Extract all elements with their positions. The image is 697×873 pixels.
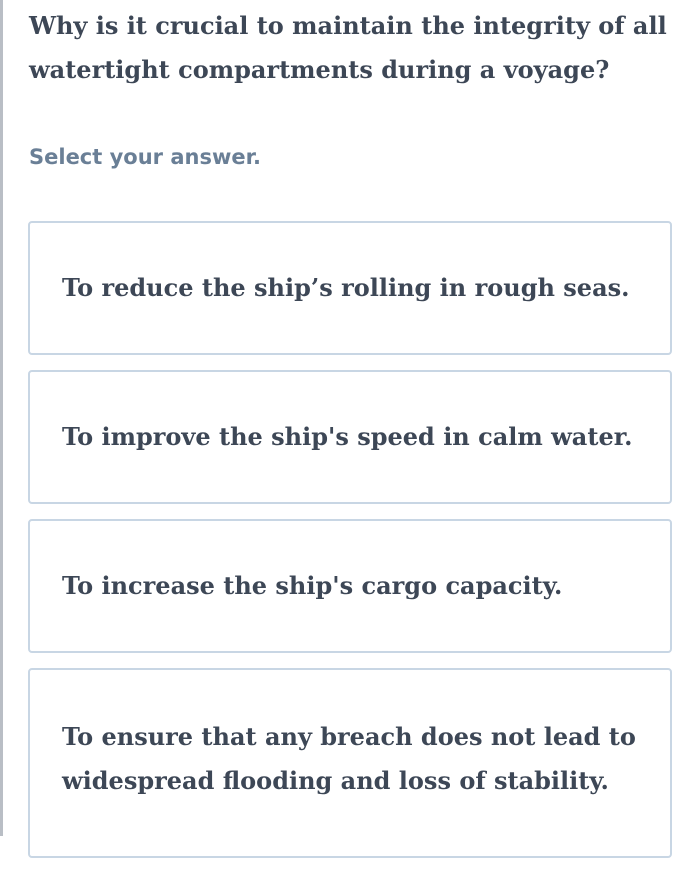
answer-option-4[interactable]: [28, 668, 672, 858]
answer-options: [28, 221, 672, 873]
answer-option-3[interactable]: [28, 519, 672, 653]
question-text: Why is it crucial to maintain the integrity of all watertight compartments during a voyage?: [29, 11, 667, 84]
answer-option-label: To reduce the ship’s rolling in rough seas.: [62, 273, 630, 302]
answer-option-label: To improve the ship's speed in calm water.: [62, 422, 633, 451]
answer-option-2[interactable]: [28, 370, 672, 504]
answer-option-1[interactable]: [28, 221, 672, 355]
answer-instruction: Select your answer.: [29, 145, 261, 169]
answer-option-label: To increase the ship's cargo capacity.: [62, 571, 563, 600]
left-border: [0, 0, 3, 836]
answer-option-label: To ensure that any breach does not lead to widespread flooding and loss of stability.: [62, 722, 636, 795]
